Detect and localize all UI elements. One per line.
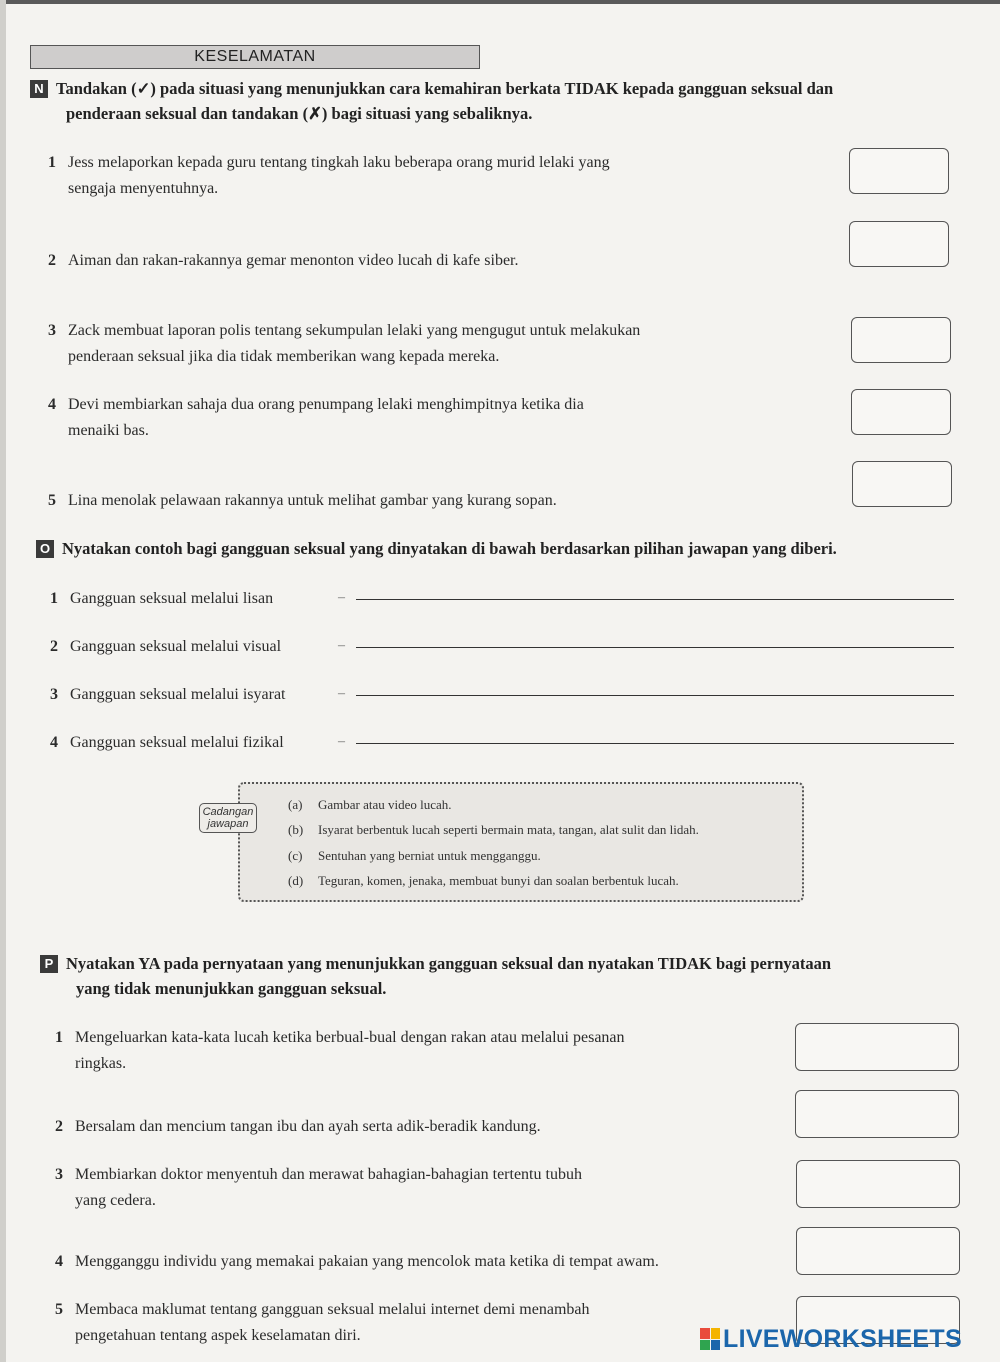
section-p-question-2: 2 Bersalam dan mencium tangan ibu dan ayah serta adik-beradik kandung. [55, 1118, 541, 1135]
dash: – [338, 734, 345, 749]
section-n-question-3: 3 Zack membuat laporan polis tentang sekumpulan lelaki yang mengugut untuk melakukan penderaan seksual jika dia tidak memberikan wang kepada mereka. [48, 322, 641, 365]
section-n-question-4: 4 Devi membiarkan sahaja dua orang penumpang lelaki menghimpitnya ketika dia menaiki bas. [48, 396, 584, 439]
answer-box-n2[interactable] [849, 221, 949, 267]
answer-line-o1[interactable] [356, 599, 954, 600]
answer-line-o3[interactable] [356, 695, 954, 696]
dash: – [338, 590, 345, 605]
section-n-question-5: 5 Lina menolak pelawaan rakannya untuk melihat gambar yang kurang sopan. [48, 492, 557, 509]
section-o-question-2: 2 Gangguan seksual melalui visual [50, 638, 282, 655]
suggested-answer-c: (c) Sentuhan yang berniat untuk mengganggu. [288, 848, 541, 863]
section-p-question-5: 5 Membaca maklumat tentang gangguan seksual melalui internet demi menambah pengetahuan tentang aspek keselamatan diri. [55, 1301, 590, 1344]
section-p-letter: P [40, 955, 58, 973]
section-o-letter: O [36, 540, 54, 558]
answer-box-n4[interactable] [851, 389, 951, 435]
dash: – [338, 686, 345, 701]
section-o-question-4: 4 Gangguan seksual melalui fizikal [50, 734, 284, 751]
answer-box-p2[interactable] [795, 1090, 959, 1138]
liveworksheets-logo-icon [700, 1328, 720, 1350]
section-o-question-1: 1 Gangguan seksual melalui lisan [50, 590, 274, 607]
suggested-answer-a: (a) Gambar atau video lucah. [288, 797, 452, 812]
section-o-question-3: 3 Gangguan seksual melalui isyarat [50, 686, 286, 703]
answer-box-p4[interactable] [796, 1227, 960, 1275]
page-edge [0, 0, 6, 1362]
answer-line-o4[interactable] [356, 743, 954, 744]
section-n-question-2: 2 Aiman dan rakan-rakannya gemar menonton video lucah di kafe siber. [48, 252, 519, 269]
section-n-instruction: N Tandakan (✓) pada situasi yang menunjukkan cara kemahiran berkata TIDAK kepada gangguan seksual dan penderaan seksual dan tandakan (✗) bagi situasi yang sebaliknya. [30, 76, 960, 126]
answer-box-p3[interactable] [796, 1160, 960, 1208]
answer-line-o2[interactable] [356, 647, 954, 648]
answer-box-n1[interactable] [849, 148, 949, 194]
section-o-instruction: O Nyatakan contoh bagi gangguan seksual yang dinyatakan di bawah berdasarkan pilihan jawapan yang diberi. [36, 536, 966, 561]
answer-box-p1[interactable] [795, 1023, 959, 1071]
answer-box-n3[interactable] [851, 317, 951, 363]
dash: – [338, 638, 345, 653]
suggested-answers-label: Cadangan jawapan [199, 803, 257, 833]
section-p-question-3: 3 Membiarkan doktor menyentuh dan merawat bahagian-bahagian tertentu tubuh yang cedera. [55, 1166, 582, 1209]
top-border [0, 0, 1000, 4]
suggested-answer-b: (b) Isyarat berbentuk lucah seperti bermain mata, tangan, alat sulit dan lidah. [288, 822, 699, 837]
liveworksheets-text: LIVEWORKSHEETS [723, 1324, 962, 1353]
section-n-question-1: 1 Jess melaporkan kepada guru tentang tingkah laku beberapa orang murid lelaki yang sengaja menyentuhnya. [48, 154, 610, 197]
topic-banner: KESELAMATAN [30, 45, 480, 69]
liveworksheets-watermark [700, 1324, 962, 1354]
answer-box-n5[interactable] [852, 461, 952, 507]
suggested-answer-d: (d) Teguran, komen, jenaka, membuat bunyi dan soalan berbentuk lucah. [288, 873, 679, 888]
section-n-letter: N [30, 80, 48, 98]
section-p-question-4: 4 Mengganggu individu yang memakai pakaian yang mencolok mata ketika di tempat awam. [55, 1253, 659, 1270]
section-p-instruction: P Nyatakan YA pada pernyataan yang menunjukkan gangguan seksual dan nyatakan TIDAK bagi pernyataan yang tidak menunjukkan gangguan seksual. [40, 951, 970, 1001]
section-p-question-1: 1 Mengeluarkan kata-kata lucah ketika berbual-bual dengan rakan atau melalui pesanan ringkas. [55, 1029, 625, 1072]
